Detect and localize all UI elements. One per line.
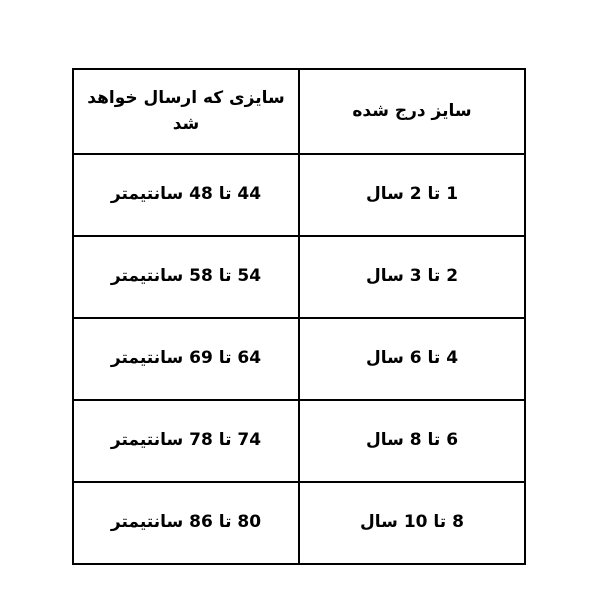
table-row <box>73 400 525 482</box>
size-chart-table-wrapper <box>74 68 526 565</box>
table-header-row <box>73 69 525 154</box>
cell-shipped-size: 80 تا 86 سانتیمتر <box>73 482 299 564</box>
table-row <box>73 318 525 400</box>
table-row <box>73 482 525 564</box>
table-row <box>73 236 525 318</box>
cell-declared-size: 1 تا 2 سال <box>299 154 525 236</box>
cell-shipped-size: 44 تا 48 سانتیمتر <box>73 154 299 236</box>
column-header-shipped-size: سایزی که ارسال خواهد شد <box>73 69 299 154</box>
cell-shipped-size: 74 تا 78 سانتیمتر <box>73 400 299 482</box>
cell-shipped-size: 54 تا 58 سانتیمتر <box>73 236 299 318</box>
cell-declared-size: 8 تا 10 سال <box>299 482 525 564</box>
table-row <box>73 154 525 236</box>
cell-declared-size: 6 تا 8 سال <box>299 400 525 482</box>
size-chart-table <box>72 68 526 565</box>
cell-shipped-size: 64 تا 69 سانتیمتر <box>73 318 299 400</box>
cell-declared-size: 4 تا 6 سال <box>299 318 525 400</box>
cell-declared-size: 2 تا 3 سال <box>299 236 525 318</box>
column-header-declared-size: سایز درج شده <box>299 69 525 154</box>
